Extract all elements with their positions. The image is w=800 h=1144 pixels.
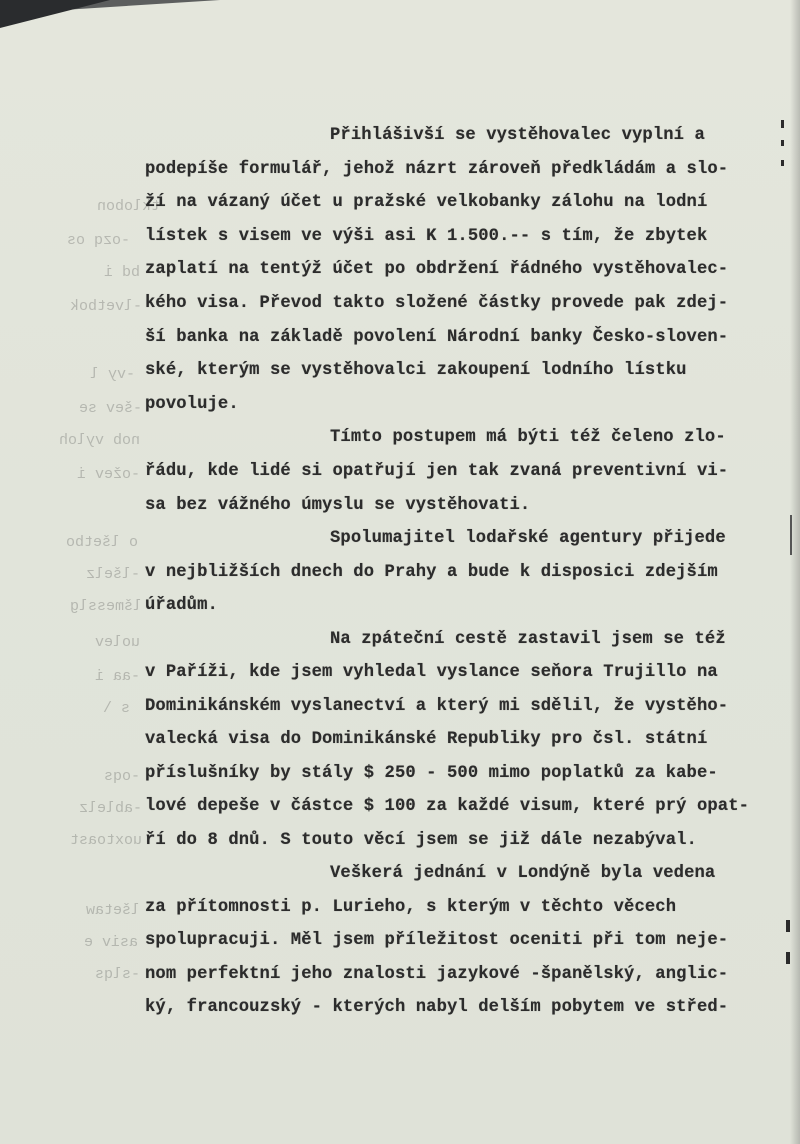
bleed-through-text: lšmesslg	[69, 598, 142, 615]
bleed-through-text: -vy l	[89, 366, 135, 383]
text-line: Spolumajitel lodařské agentury přijede	[330, 529, 726, 548]
text-line: Přihlášivší se vystěhovalec vyplní a	[330, 126, 705, 145]
text-line: ží na vázaný účet u pražské velkobanky zálohu na lodní	[145, 193, 708, 212]
bleed-through-text: tklobon	[96, 198, 160, 215]
text-line: úřadům.	[145, 596, 218, 615]
text-line: lístek s visem ve výši asi K 1.500.-- s tím, že zbytek	[145, 227, 708, 246]
text-line: ří do 8 dnů. S touto věcí jsem se již dále nezabýval.	[145, 831, 697, 850]
page-edge-shadow	[790, 0, 800, 1144]
text-line: příslušníky by stály $ 250 - 500 mimo poplatků za kabe-	[145, 764, 718, 783]
text-line: nom perfektní jeho znalosti jazykové -španělský, anglic-	[145, 965, 729, 984]
text-line: valecká visa do Dominikánské Republiky pro čsl. státní	[145, 730, 708, 749]
text-line: kého visa. Převod takto složené částky provede pak zdej-	[145, 294, 729, 313]
text-line: za přítomnosti p. Lurieho, s kterým v těchto věcech	[145, 898, 677, 917]
text-line: podepíše formulář, jehož názrt zároveň předkládám a slo-	[145, 160, 729, 179]
bleed-through-text: -ožev i	[76, 466, 140, 483]
bleed-through-text: -ozq os	[66, 232, 130, 249]
text-line: ký, francouzský - kterých nabyl delším pobytem ve střed-	[145, 998, 729, 1017]
bleed-through-text: asiv e	[83, 934, 138, 951]
margin-mark	[781, 160, 784, 166]
text-line: povoluje.	[145, 395, 239, 414]
margin-mark	[786, 952, 790, 964]
text-line: v nejbližších dnech do Prahy a bude k disposici zdejším	[145, 563, 718, 582]
text-line: zaplatí na tentýž účet po obdržení řádného vystěhovalec-	[145, 260, 729, 279]
text-line: spolupracuji. Měl jsem příležitost oceniti při tom neje-	[145, 931, 729, 950]
margin-mark	[786, 920, 790, 932]
bleed-through-text: -lšelz	[85, 566, 140, 583]
text-line: sa bez vážného úmyslu se vystěhovati.	[145, 496, 531, 515]
bleed-through-text: -ablelz	[78, 800, 142, 817]
bleed-through-text: -slqs	[94, 966, 140, 983]
bleed-through-text: s \	[102, 700, 130, 717]
text-line: ší banka na základě povolení Národní banky Česko-sloven-	[145, 328, 729, 347]
bleed-through-text: -šev se	[78, 400, 142, 417]
text-line: v Paříži, kde jsem vyhledal vyslance seňora Trujillo na	[145, 663, 718, 682]
bleed-through-text: o lšetbo	[65, 534, 138, 551]
text-line: řádu, kde lidé si opatřují jen tak zvaná preventivní vi-	[145, 462, 729, 481]
bleed-through-text: -aa i	[94, 668, 140, 685]
bleed-through-text: lšetaw	[85, 902, 140, 919]
margin-mark	[781, 120, 784, 128]
margin-mark	[781, 140, 784, 146]
text-line: Veškerá jednání v Londýně byla vedena	[330, 864, 716, 883]
text-line: Dominikánském vyslanectví a který mi sdělil, že vystěho-	[145, 697, 729, 716]
bleed-through-text: -oqs	[103, 768, 140, 785]
bleed-through-text: -lvetbok	[69, 298, 142, 315]
text-line: Tímto postupem má býti též čeleno zlo-	[330, 428, 726, 447]
scan-background-corner-dark	[0, 0, 110, 28]
text-line: ské, kterým se vystěhovalci zakoupení lodního lístku	[145, 361, 687, 380]
text-line: Na zpáteční cestě zastavil jsem se též	[330, 630, 726, 649]
bleed-through-text: nob vyloh	[58, 432, 140, 449]
margin-mark	[790, 515, 792, 555]
bleed-through-text: uoxtoast	[69, 832, 142, 849]
bleed-through-text: bd i	[103, 264, 140, 281]
bleed-through-text: uolev	[94, 634, 140, 651]
text-line: lové depeše v částce $ 100 za každé visum, které prý opat-	[145, 797, 750, 816]
